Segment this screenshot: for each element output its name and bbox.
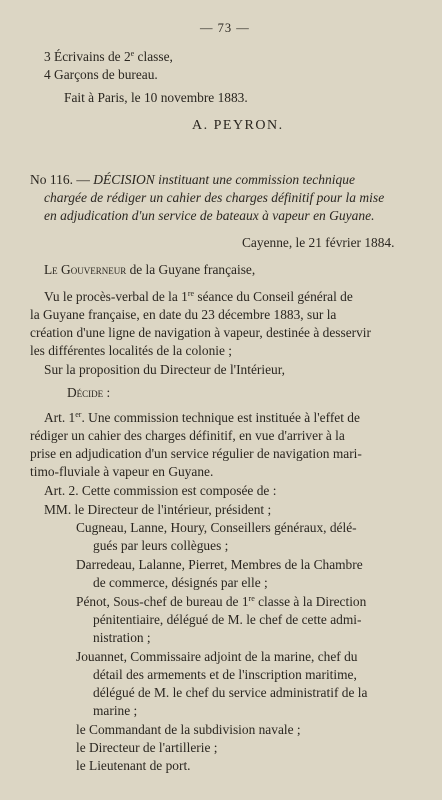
paragraph-line: la Guyane française, en date du 23 décembre 1883, sur la — [30, 307, 337, 322]
governor-line — [44, 262, 255, 278]
member-line: Darredeau, Lalanne, Pierret, Membres de la Chambre — [76, 557, 363, 572]
paragraph-line: Sur la proposition du Directeur de l'Intérieur, — [44, 362, 285, 377]
member-line: détail des armements et de l'inscription maritime, — [93, 667, 357, 682]
governor-title: Le Gouverneur — [44, 262, 127, 277]
list-item: 4 Garçons de bureau. — [44, 67, 158, 82]
article-line: prise en adjudication d'un service régulier de navigation mari- — [30, 446, 362, 461]
member-line: le Commandant de la subdivision navale ; — [76, 722, 301, 737]
decision-title: instituant une commission technique — [158, 172, 355, 187]
member-line: Cugneau, Lanne, Houry, Conseillers généraux, délé- — [76, 520, 357, 535]
article-line: Art. 1er. Une commission technique est instituée à l'effet de — [44, 410, 360, 425]
member-line: le Directeur de l'artillerie ; — [76, 740, 218, 755]
article-line: timo-fluviale à vapeur en Guyane. — [30, 464, 214, 479]
member-line: nistration ; — [93, 630, 151, 645]
decision-number: No 116. — [30, 172, 73, 187]
member-line: Pénot, Sous-chef de bureau de 1re classe à la Direction — [76, 594, 367, 609]
decision-title: en adjudication d'un service de bateaux à vapeur en Guyane. — [44, 208, 375, 223]
article-line: Art. 2. Cette commission est composée de : — [44, 483, 277, 498]
signature: A. PEYRON. — [192, 118, 284, 133]
paragraph-line: création d'une ligne de navigation à vapeur, destinée à desservir — [30, 325, 371, 340]
decision-title: chargée de rédiger un cahier des charges définitif pour la mise — [44, 190, 385, 205]
decide-heading: Décide : — [67, 385, 111, 400]
member-line: marine ; — [93, 703, 138, 718]
member-line: le Lieutenant de port. — [76, 758, 191, 773]
page-number: — 73 — — [200, 21, 250, 35]
list-item: 3 Écrivains de 2e classe, — [44, 49, 173, 64]
decision-heading-line — [30, 172, 355, 188]
member-line: gués par leurs collègues ; — [93, 538, 229, 553]
done-at-line: Fait à Paris, le 10 novembre 1883. — [64, 90, 248, 105]
member-line: de commerce, désignés par elle ; — [93, 575, 268, 590]
member-line: délégué de M. le chef du service administratif de la — [93, 685, 368, 700]
paragraph-line: les différentes localités de la colonie ; — [30, 343, 233, 358]
article-line: rédiger un cahier des charges définitif, en vue d'arriver à la — [30, 428, 345, 443]
paragraph-line: Vu le procès-verbal de la 1re séance du Conseil général de — [44, 289, 353, 304]
member-line: Jouannet, Commissaire adjoint de la marine, chef du — [76, 649, 358, 664]
decision-heading: DÉCISION — [93, 172, 155, 187]
place-date: Cayenne, le 21 février 1884. — [242, 235, 395, 250]
governor-rest: de la Guyane française, — [129, 262, 256, 277]
decision-dash: — — [76, 172, 90, 187]
member-line: MM. le Directeur de l'intérieur, président ; — [44, 502, 272, 517]
member-line: pénitentiaire, délégué de M. le chef de cette admi- — [93, 612, 362, 627]
